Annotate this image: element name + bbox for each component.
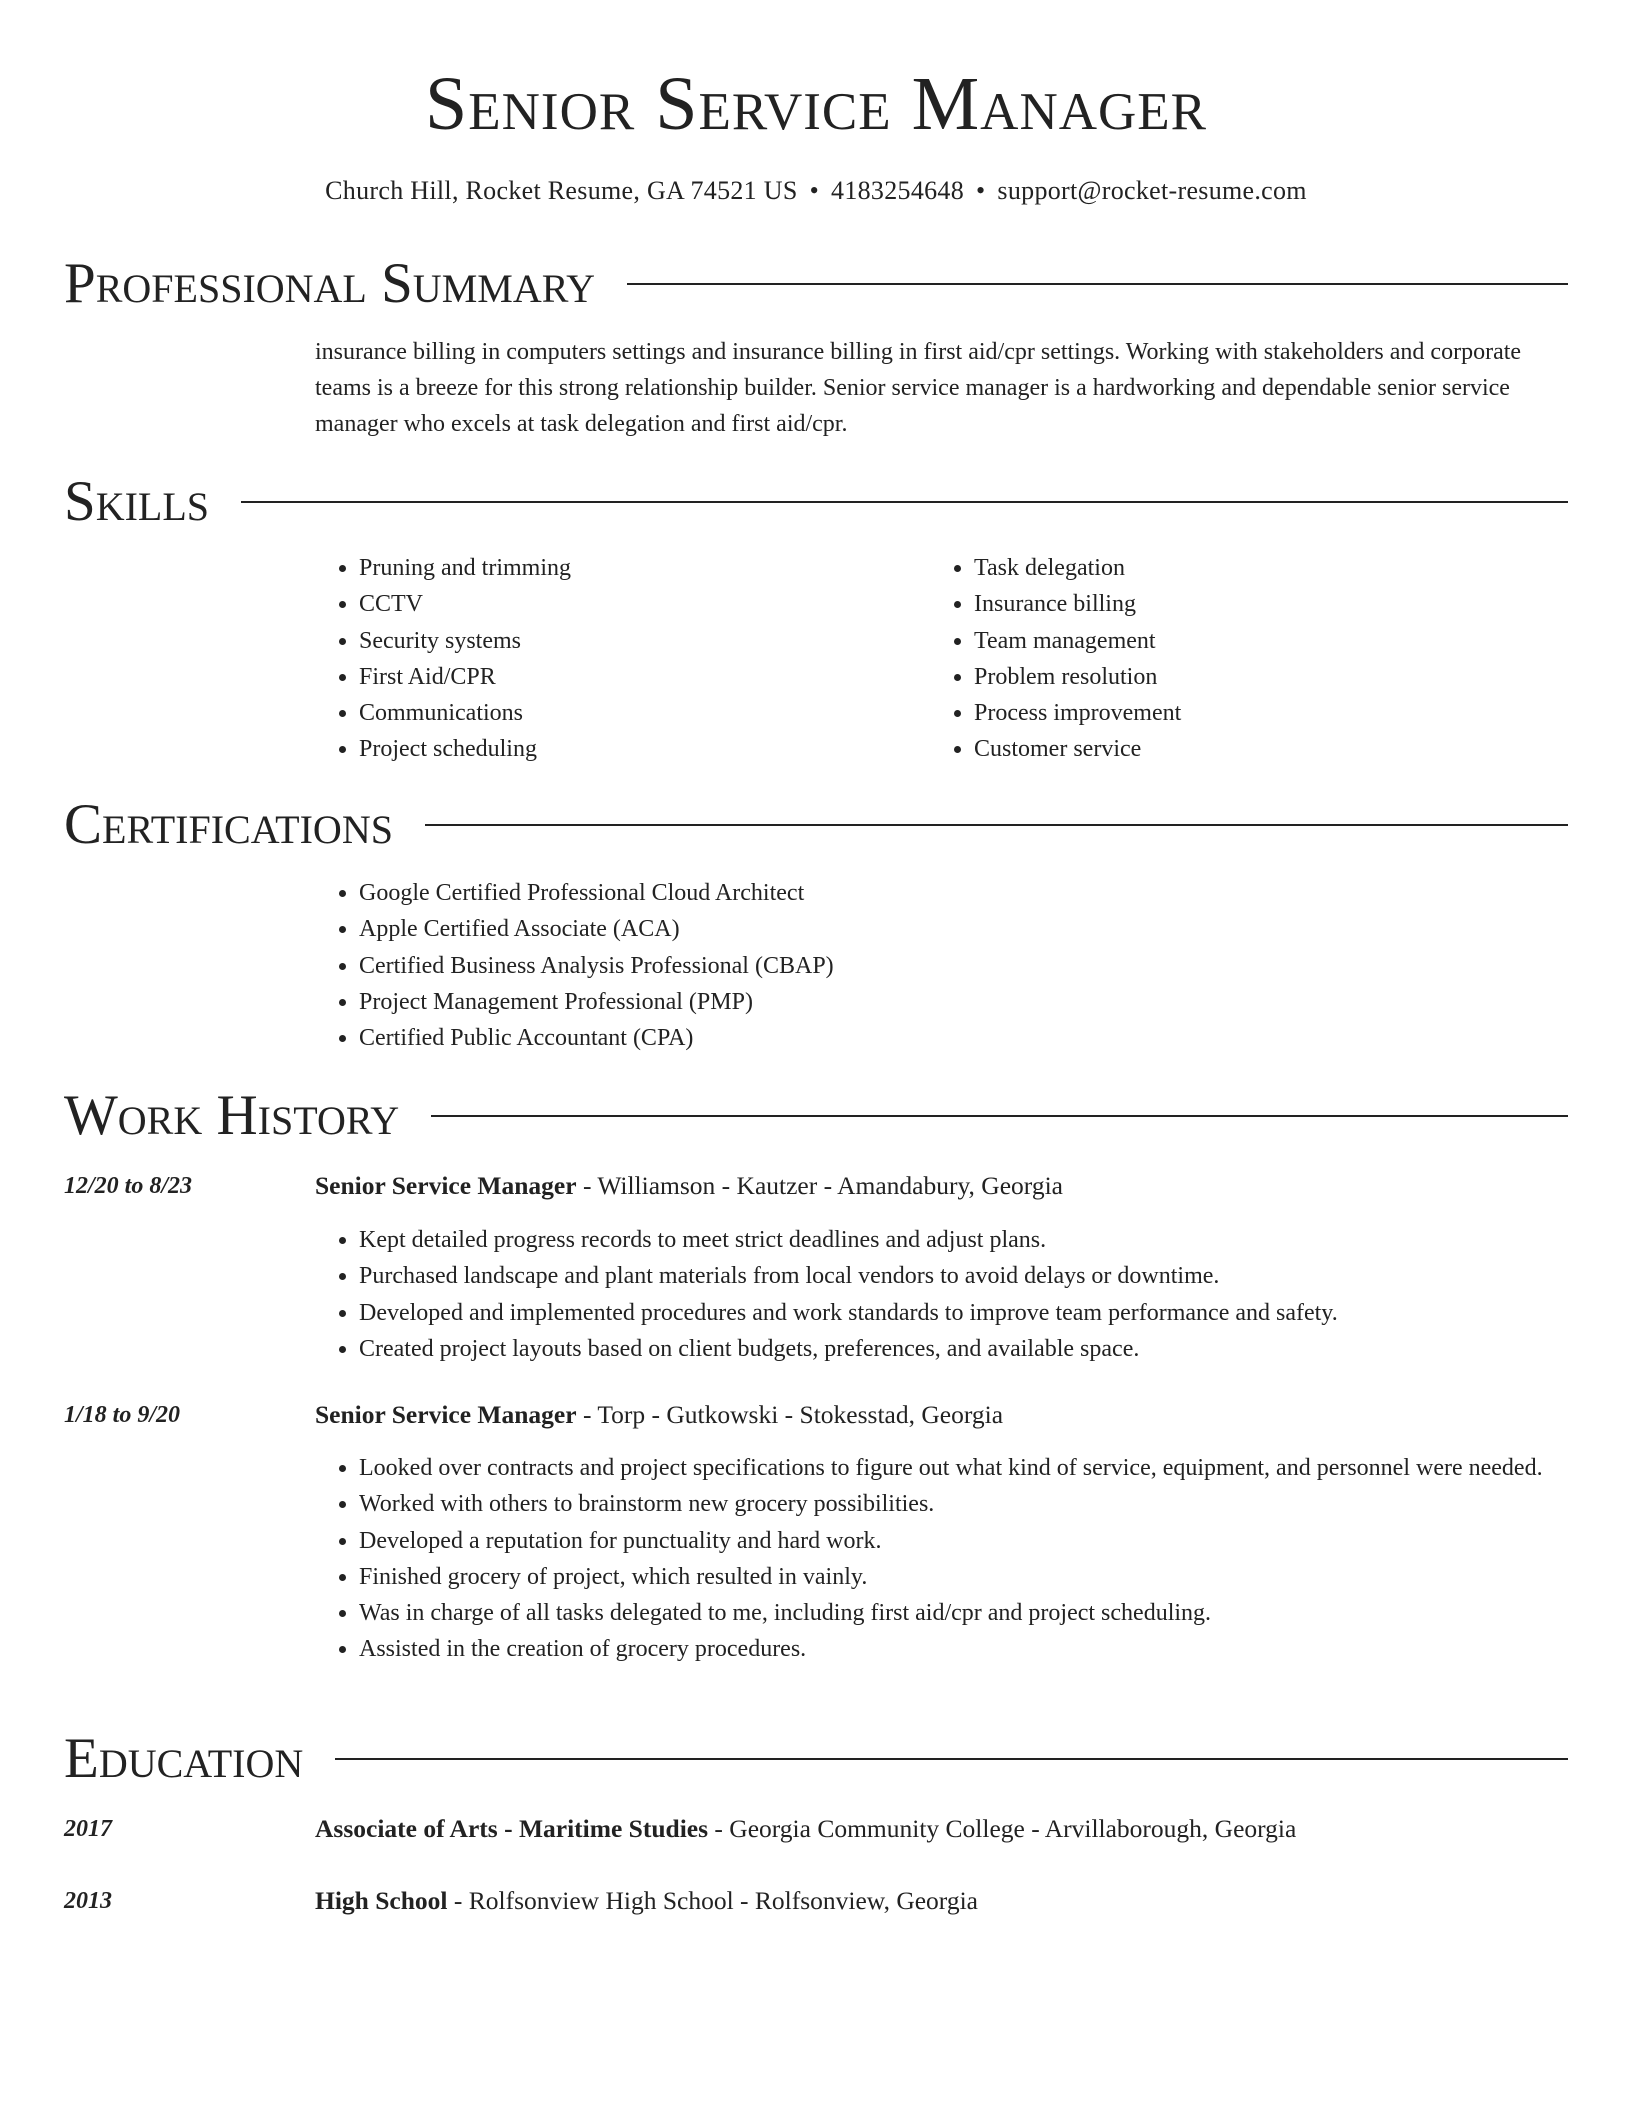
education-degree: Associate of Arts - Maritime Studies <box>315 1814 709 1843</box>
section-divider <box>335 1758 1568 1760</box>
section-header-education <box>64 1727 1568 1791</box>
skill-item: • Pruning and trimming <box>359 550 915 586</box>
education-entry <box>315 1811 1568 1847</box>
contact-phone: 4183254648 <box>831 176 965 205</box>
job-bullet: • Worked with others to brainstorm new grocery possibilities. <box>359 1486 1568 1522</box>
contact-separator: • <box>976 176 986 205</box>
job-bullet: • Was in charge of all tasks delegated to me, including first aid/cpr and project scheduling. <box>359 1595 1568 1631</box>
education-year: 2013 <box>64 1888 112 1914</box>
section-title-work-history: Work History <box>64 1084 400 1147</box>
section-divider <box>431 1115 1568 1117</box>
skill-item: • Problem resolution <box>974 659 1530 695</box>
job-bullet: • Created project layouts based on client budgets, preferences, and available space. <box>359 1331 1568 1367</box>
contact-email: support@rocket-resume.com <box>997 176 1307 205</box>
skill-item: • Insurance billing <box>974 586 1530 622</box>
skill-item: • CCTV <box>359 586 915 622</box>
education-entry <box>315 1883 1568 1919</box>
job-title-line <box>315 1397 1568 1433</box>
certification-item: • Certified Public Accountant (CPA) <box>359 1020 1568 1056</box>
skill-item: • Security systems <box>359 623 915 659</box>
section-title-skills: Skills <box>64 470 210 533</box>
certifications-list <box>315 875 1568 1056</box>
job-bullet: • Kept detailed progress records to meet strict deadlines and adjust plans. <box>359 1222 1568 1258</box>
job-bullet: • Developed a reputation for punctuality and hard work. <box>359 1523 1568 1559</box>
certification-item: • Google Certified Professional Cloud Architect <box>359 875 1568 911</box>
skill-item: • Task delegation <box>974 550 1530 586</box>
skill-item: • Communications <box>359 695 915 731</box>
certification-item: • Project Management Professional (PMP) <box>359 984 1568 1020</box>
skill-item: • Project scheduling <box>359 731 915 767</box>
section-title-certifications: Certifications <box>64 793 393 856</box>
contact-line <box>0 174 1632 208</box>
certification-item: • Certified Business Analysis Professional (CBAP) <box>359 948 1568 984</box>
skills-column-left <box>315 550 915 768</box>
skill-item: • Process improvement <box>974 695 1530 731</box>
job-dates: 12/20 to 8/23 <box>64 1173 193 1199</box>
section-divider <box>425 824 1568 826</box>
education-year: 2017 <box>64 1816 112 1842</box>
summary-text: insurance billing in computers settings and insurance billing in first aid/cpr settings. Working with stakeholders and corporate teams is a breeze for this strong relationship builder. Senior service manager is a hardworking and dependable senior service manager who excels at task delegation and first aid/cpr. <box>315 339 1522 437</box>
job-bullet: • Looked over contracts and project specifications to figure out what kind of service, equipment, and personnel were needed. <box>359 1450 1568 1486</box>
section-title-summary: Professional Summary <box>64 252 596 315</box>
education-school: - Georgia Community College - Arvillaborough, Georgia <box>708 1814 1297 1843</box>
section-title-education: Education <box>64 1727 304 1790</box>
skills-list <box>315 550 1568 780</box>
section-header-certifications <box>64 793 1568 857</box>
certification-item: • Apple Certified Associate (ACA) <box>359 911 1568 947</box>
candidate-name: Senior Service Manager <box>425 62 1207 146</box>
education-degree: High School <box>315 1886 448 1915</box>
section-header-work-history <box>64 1084 1568 1148</box>
job-bullet: • Finished grocery of project, which resulted in vainly. <box>359 1559 1568 1595</box>
skills-column-right <box>930 550 1530 768</box>
skill-item: • Customer service <box>974 731 1530 767</box>
job-bullets <box>315 1222 1568 1367</box>
job-company: - Williamson - Kautzer - Amandabury, Georgia <box>576 1171 1063 1200</box>
section-divider <box>627 283 1568 285</box>
job-title-line <box>315 1168 1568 1204</box>
section-header-skills <box>64 470 1568 534</box>
skill-item: • First Aid/CPR <box>359 659 915 695</box>
job-bullet: • Assisted in the creation of grocery procedures. <box>359 1631 1568 1667</box>
job-role: Senior Service Manager <box>315 1171 577 1200</box>
section-header-summary <box>64 252 1568 316</box>
job-dates: 1/18 to 9/20 <box>64 1402 181 1428</box>
job-bullet: • Purchased landscape and plant materials from local vendors to avoid delays or downtime. <box>359 1258 1568 1294</box>
education-school: - Rolfsonview High School - Rolfsonview, Georgia <box>447 1886 978 1915</box>
job-bullet: • Developed and implemented procedures and work standards to improve team performance and safety. <box>359 1295 1568 1331</box>
section-divider <box>241 501 1568 503</box>
contact-address: Church Hill, Rocket Resume, GA 74521 US <box>325 176 798 205</box>
job-company: - Torp - Gutkowski - Stokesstad, Georgia <box>576 1400 1004 1429</box>
contact-separator: • <box>809 176 820 205</box>
skill-item: • Team management <box>974 623 1530 659</box>
job-bullets <box>315 1450 1568 1668</box>
job-role: Senior Service Manager <box>315 1400 577 1429</box>
